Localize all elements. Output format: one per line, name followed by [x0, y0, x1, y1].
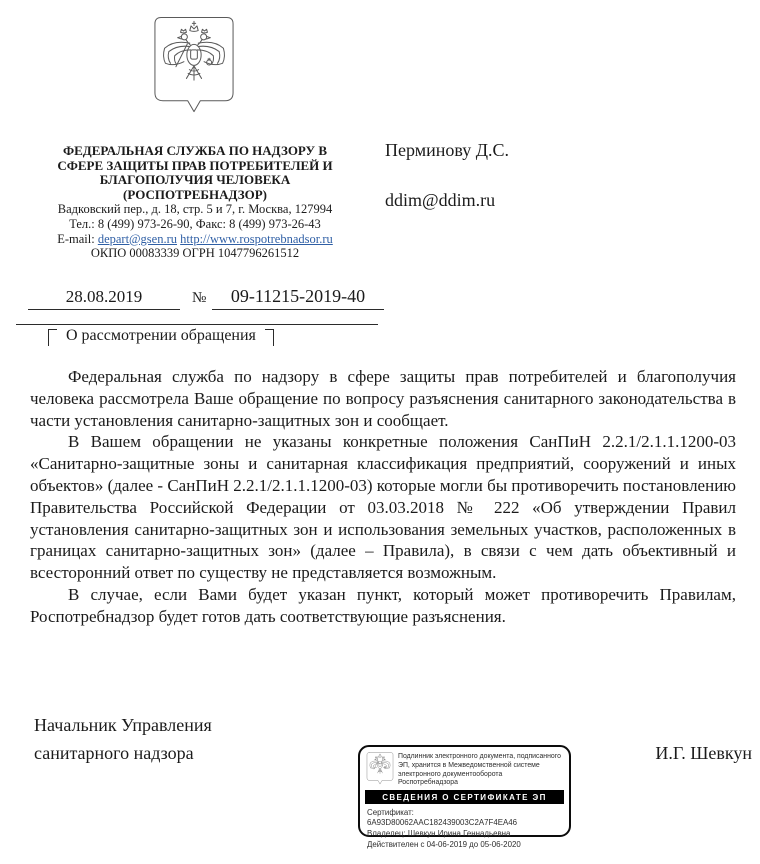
letter-body	[30, 366, 736, 628]
stamp-certificate-line: Сертификат: 6A93D80062AAC182439003C2A7F4EA46	[367, 807, 518, 828]
stamp-owner-line: Владелец: Шевкун Ирина Геннадьевна	[367, 829, 511, 839]
digital-signature-stamp	[358, 745, 571, 850]
body-paragraph: В случае, если Вами будет указан пункт, который может противоречить Правилам, Роспотребнадзор будет готов дать соответствующие разъяснения.	[30, 584, 736, 626]
signer-name: И.Г. Шевкун	[655, 743, 752, 763]
divider-rule	[16, 324, 378, 325]
body-paragraph: Федеральная служба по надзору в сфере защиты прав потребителей и благополучия человека рассмотрела Ваше обращение по вопросу разъяснения санитарного законодательства в части установления санитарно-защитных зон и сообщает.	[30, 367, 736, 430]
corner-bracket-left	[48, 329, 57, 346]
addressee-email: ddim@ddim.ru	[385, 190, 496, 210]
org-phone: Тел.: 8 (499) 973-26-90, Факс: 8 (499) 973-26-43	[69, 216, 321, 231]
subject-row	[48, 329, 274, 346]
org-registry: ОКПО 00083339 ОГРН 1047796261512	[90, 246, 300, 261]
stamp-details	[360, 804, 569, 851]
body-paragraph: В Вашем обращении не указаны конкретные положения СанПиН 2.2.1/2.1.1.1200-03 «Санитарно-защитные зоны и санитарная классификация предприятий, сооружений и иных объектов» (далее - СанПиН 2.2.1/2.1.1.1200-03) которые могли бы противоречить постановлению Правительства Российской Федерации от 03.03.2018 № 222 «Об утверждении Правил установления санитарно-защитных зон и использования земельных участков, расположенных в границах санитарно-защитных зон» (далее – Правила), в связи с чем дать объективный и всесторонний ответ по существу не представляется возможным.	[30, 432, 736, 583]
stamp-validity-line: Действителен с 04-06-2019 до 05-06-2020	[367, 840, 521, 850]
website-link[interactable]: http://www.rospotrebnadsor.ru	[180, 231, 333, 246]
org-name-line: СФЕРЕ ЗАЩИТЫ ПРАВ ПОТРЕБИТЕЛЕЙ И	[57, 157, 333, 173]
letter-date: 28.08.2019	[28, 287, 180, 310]
addressee-name: Перминову Д.С.	[385, 140, 510, 160]
stamp-header	[360, 747, 569, 789]
org-name-line: (РОСПОТРЕБНАДЗОР)	[123, 186, 267, 202]
signer-position	[34, 711, 212, 767]
org-name-line: ФЕДЕРАЛЬНАЯ СЛУЖБА ПО НАДЗОРУ В	[62, 143, 328, 158]
letter-number: 09-11215-2019-40	[212, 286, 384, 310]
corner-bracket-right	[265, 329, 274, 346]
letterhead-org-block	[28, 144, 362, 261]
org-name-line: БЛАГОПОЛУЧИЯ ЧЕЛОВЕКА	[99, 172, 291, 188]
number-sign: №	[192, 290, 207, 306]
russia-coat-of-arms-icon	[152, 16, 236, 114]
email-label: E-mail:	[57, 231, 95, 246]
stamp-description: Подлинник электронного документа, подписанного ЭП, хранится в Межведомственной системе электронного документооборота Роспотребнадзора	[398, 753, 561, 787]
org-address: Вадковский пер., д. 18, стр. 5 и 7, г. Москва, 127994	[57, 202, 333, 217]
email-link[interactable]: depart@gsen.ru	[97, 231, 178, 246]
subject-text: О рассмотрении обращения	[66, 327, 256, 344]
signer-position-line: санитарного надзора	[34, 743, 194, 763]
org-email-line	[28, 232, 362, 247]
rospotrebnadzor-emblem-icon	[366, 752, 394, 785]
signer-position-line: Начальник Управления	[34, 715, 212, 735]
stamp-certificate-bar: СВЕДЕНИЯ О СЕРТИФИКАТЕ ЭП	[365, 790, 564, 804]
